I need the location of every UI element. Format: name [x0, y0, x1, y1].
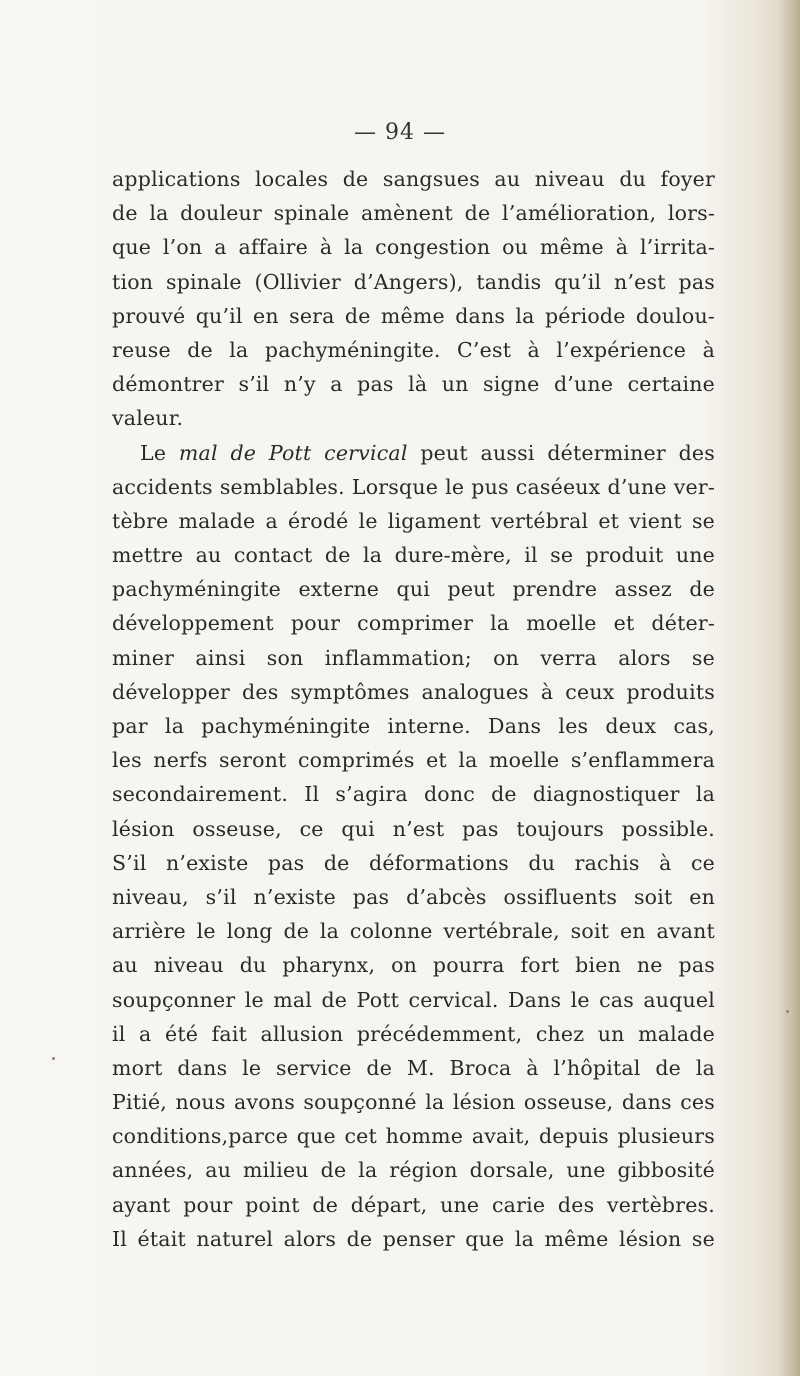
text-line: pachyméningite externe qui peut prendre assez de — [112, 577, 715, 602]
text-line: développer des symptômes analogues à ceux produits — [112, 679, 715, 704]
page-edge-shadow — [778, 0, 800, 1376]
text-line: développement pour comprimer la moelle et déter- — [112, 611, 715, 636]
text-line-with-italic — [112, 436, 715, 470]
text-line: par la pachyméningite interne. Dans les deux cas, — [112, 714, 715, 738]
paragraph-2 — [112, 436, 715, 1257]
text-line: accidents semblables. Lorsque le pus caséeux d’une ver- — [112, 474, 715, 499]
body-text — [112, 162, 715, 1256]
text-line: tèbre malade a érodé le ligament vertébral et vient se — [112, 508, 715, 533]
text-line: soupçonner le mal de Pott cervical. Dans le cas auquel — [112, 987, 715, 1012]
italic-term: mal de Pott cervical — [178, 440, 408, 465]
text-line: secondairement. Il s’agira donc de diagnostiquer la — [112, 782, 715, 807]
text-segment: Le — [140, 440, 179, 465]
text-line: démontrer s’il n’y a pas là un signe d’une certaine — [112, 372, 715, 397]
text-line: Pitié, nous avons soupçonné la lésion osseuse, dans ces — [112, 1090, 715, 1115]
text-line: tion spinale (Ollivier d’Angers), tandis qu’il n’est pas — [112, 269, 715, 294]
text-line: de la douleur spinale amènent de l’amélioration, lors- — [112, 201, 715, 226]
paper-speck — [52, 1057, 55, 1060]
text-line: au niveau du pharynx, on pourra fort bien ne pas — [112, 953, 715, 978]
text-line: ayant pour point de départ, une carie des vertèbres. — [112, 1192, 715, 1217]
text-line: Il était naturel alors de penser que la même lésion se — [112, 1226, 715, 1251]
text-line: mettre au contact de la dure-mère, il se produit une — [112, 543, 715, 568]
text-line: années, au milieu de la région dorsale, une gibbosité — [112, 1158, 715, 1183]
text-line: mort dans le service de M. Broca à l’hôpital de la — [112, 1055, 715, 1080]
text-line: conditions,parce que cet homme avait, depuis plusieurs — [112, 1124, 715, 1149]
text-line: applications locales de sangsues au niveau du foyer — [112, 167, 715, 191]
page-number: — 94 — — [354, 120, 446, 145]
text-segment: peut aussi déterminer des — [407, 440, 715, 465]
text-line: niveau, s’il n’existe pas d’abcès ossifluents soit en — [112, 884, 715, 909]
text-line: les nerfs seront comprimés et la moelle s’enflammera — [112, 748, 715, 773]
text-line: valeur. — [112, 406, 184, 431]
text-line: prouvé qu’il en sera de même dans la période doulou- — [112, 303, 715, 328]
text-line: reuse de la pachyméningite. C’est à l’expérience à — [112, 337, 715, 362]
text-line: il a été fait allusion précédemment, chez un malade — [112, 1021, 715, 1046]
text-line: S’il n’existe pas de déformations du rachis à ce — [112, 850, 715, 875]
text-line: arrière le long de la colonne vertébrale, soit en avant — [112, 919, 715, 944]
paragraph-1 — [112, 162, 715, 436]
text-line: que l’on a affaire à la congestion ou même à l’irrita- — [112, 235, 715, 260]
text-line: miner ainsi son inflammation; on verra alors se — [112, 645, 715, 670]
text-line: lésion osseuse, ce qui n’est pas toujours possible. — [112, 816, 715, 841]
paper-speck — [786, 1010, 789, 1013]
